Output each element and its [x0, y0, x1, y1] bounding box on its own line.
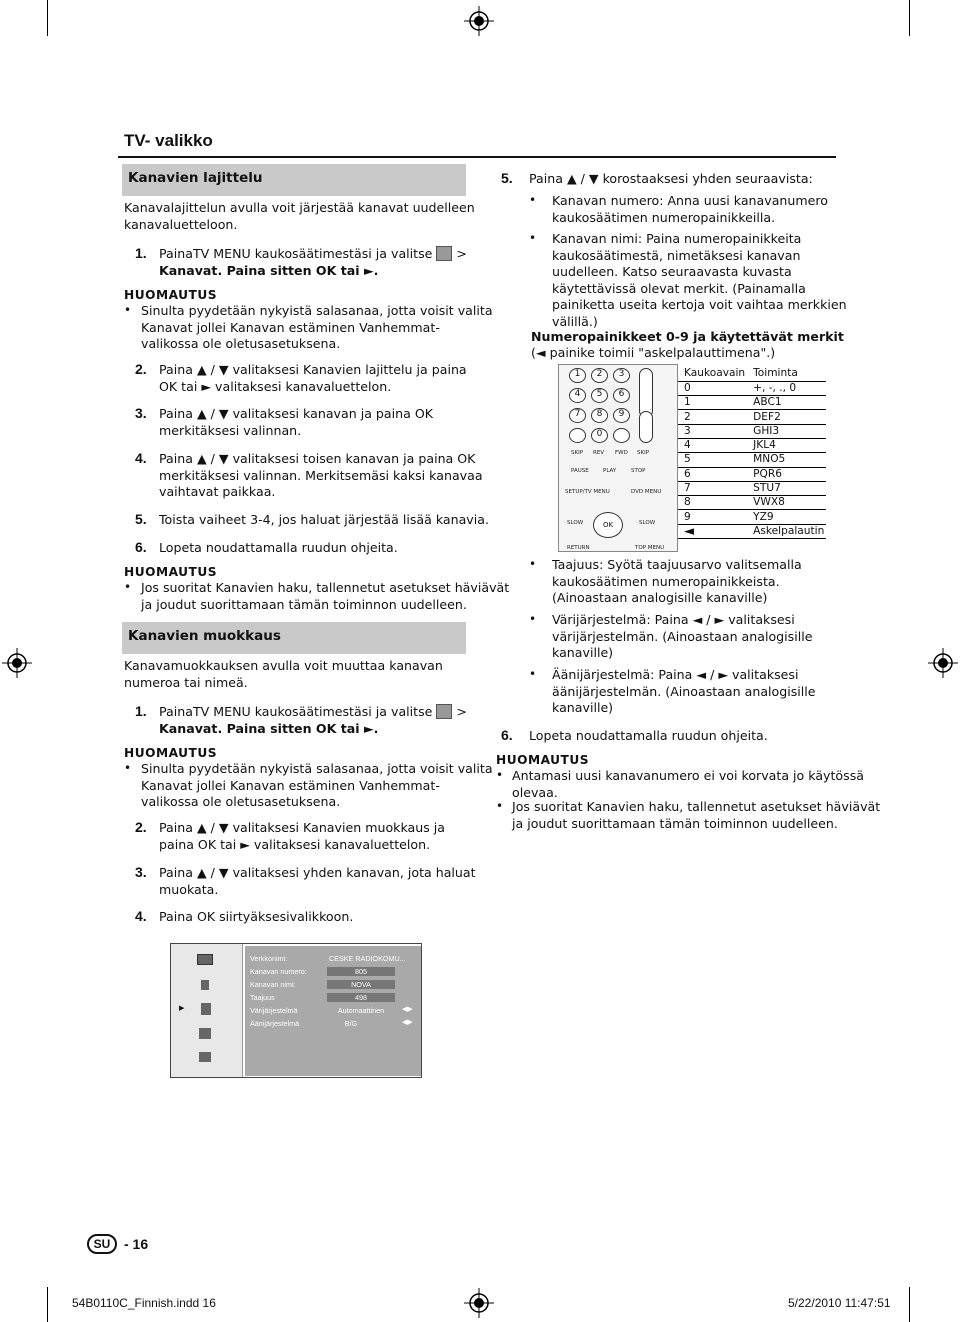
bullet-color-system: Värijärjestelmä: Paina ◄ / ► valitaksesi värijärjestelmän. (Ainoastaan analogisille kanaville) — [552, 612, 813, 660]
sorting-step-5: Toista vaiheet 3-4, jos haluat järjestää lisää kanavia. — [159, 512, 489, 527]
picture-menu-icon — [197, 954, 213, 965]
key-cell: 7 — [678, 481, 747, 495]
function-cell: VWX8 — [747, 496, 826, 510]
osd-value-sound[interactable]: B/G — [344, 1019, 358, 1028]
note-label: HUOMAUTUS — [124, 288, 218, 302]
function-cell: YZ9 — [747, 510, 826, 524]
channel-icon — [436, 704, 452, 719]
function-cell: STU7 — [747, 481, 826, 495]
key-cell: ◄ — [678, 524, 747, 538]
remote-ok-button: OK — [593, 512, 623, 538]
sorting-intro: Kanavalajittelun avulla voit järjestää kanavat uudelleen kanavaluetteloon. — [124, 200, 475, 232]
section-header-sorting: Kanavien lajittelu — [122, 164, 466, 196]
table-row — [678, 381, 826, 395]
remote-label: PLAY — [603, 468, 617, 474]
bullet-frequency: Taajuus: Syötä taajuusarvo valitsemalla kaukosäätimen numeropainikkeista. (Ainoastaan analogisille kanaville) — [552, 557, 802, 605]
key-character-table — [678, 367, 826, 539]
osd-value-number[interactable]: 805 — [327, 967, 395, 976]
left-right-arrows-icon: ◀▶ — [402, 1006, 413, 1013]
remote-control-illustration — [558, 364, 678, 552]
function-cell: Askelpalautin — [747, 524, 826, 538]
osd-label-sound: Äänijärjestelmä — [250, 1019, 300, 1028]
table-header-row — [678, 367, 826, 381]
footer-file: 54B0110C_Finnish.indd 16 — [72, 1296, 216, 1310]
editing-intro: Kanavamuokkauksen avulla voit muuttaa kanavan numeroa tai nimeä. — [124, 658, 443, 690]
backspace-note: (◄ painike toimii "askelpalauttimena".) — [531, 345, 776, 360]
table-row — [678, 396, 826, 410]
left-right-arrows-icon: ◀▶ — [402, 1019, 413, 1026]
table-row — [678, 467, 826, 481]
key-cell: 1 — [678, 396, 747, 410]
remote-label: SLOW — [639, 520, 656, 526]
note-label: HUOMAUTUS — [496, 753, 590, 767]
key-cell: 0 — [678, 381, 747, 395]
osd-label-frequency: Taajuus — [250, 993, 275, 1002]
remote-label: STOP — [631, 468, 646, 474]
remote-label: SKIP — [637, 450, 650, 456]
table-row — [678, 481, 826, 495]
language-badge: SU — [87, 1234, 117, 1254]
registration-mark-icon — [928, 648, 958, 678]
key-cell: 4 — [678, 438, 747, 452]
registration-mark-icon — [2, 648, 32, 678]
table-row — [678, 524, 826, 538]
crop-mark — [47, 0, 48, 36]
remote-label: TOP MENU — [635, 545, 665, 551]
remote-key-7: 7 — [569, 408, 586, 423]
sorting-note-1: Sinulta pyydetään nykyistä salasanaa, jotta voisit valita Kanavat jollei Kanavan estäminen Vanhemmat- valikossa ole oletusasetuksena. — [141, 303, 493, 351]
function-cell: DEF2 — [747, 410, 826, 424]
page-number: - 16 — [124, 1236, 149, 1252]
setup-menu-icon — [199, 1052, 211, 1062]
remote-key-4: 4 — [569, 388, 586, 403]
channel-edit-osd — [170, 943, 422, 1078]
function-cell: MNO5 — [747, 453, 826, 467]
osd-label-color: Värijärjestelmä — [250, 1006, 298, 1015]
sorting-step-6: Lopeta noudattamalla ruudun ohjeita. — [159, 540, 398, 555]
function-cell: JKL4 — [747, 438, 826, 452]
table-row — [678, 438, 826, 452]
table-row — [678, 424, 826, 438]
remote-label: REV — [593, 450, 605, 456]
osd-label-number: Kanavan numero: — [250, 967, 307, 976]
sorting-step-3: Paina ▲ / ▼ valitaksesi kanavan ja paina OK merkitäksesi valinnan. — [159, 406, 434, 438]
table-header-cell: Kaukoavain — [678, 367, 747, 381]
table-header-cell: Toiminta — [747, 367, 826, 381]
title-rule — [118, 156, 836, 158]
remote-label: DVD MENU — [631, 489, 662, 495]
channel-menu-icon — [201, 1003, 211, 1015]
selection-arrow-icon: ▶ — [179, 1004, 185, 1012]
sorting-step-2: Paina ▲ / ▼ valitaksesi Kanavien lajittelu ja paina OK tai ► valitaksesi kanavaluettelon. — [159, 362, 467, 394]
editing-note-1: Sinulta pyydetään nykyistä salasanaa, jotta voisit valita Kanavat jollei Kanavan estäminen Vanhemmat- valikossa ole oletusasetuksena. — [141, 761, 493, 809]
crop-mark — [47, 1287, 48, 1322]
remote-key-0: 0 — [591, 428, 608, 443]
osd-label-name: Kanavan nimi: — [250, 980, 296, 989]
table-row — [678, 510, 826, 524]
osd-label-network: Verkkonimi: — [250, 954, 288, 963]
remote-key-8: 8 — [591, 408, 608, 423]
remote-label: SKIP — [571, 450, 584, 456]
function-cell: PQR6 — [747, 467, 826, 481]
remote-key-2: 2 — [591, 368, 608, 383]
remote-label: SLOW — [567, 520, 584, 526]
remote-label: PAUSE — [571, 468, 589, 474]
remote-key-5: 5 — [591, 388, 608, 403]
table-row — [678, 410, 826, 424]
remote-key-mute — [569, 428, 586, 443]
registration-mark-icon — [464, 6, 494, 36]
editing-step-2: Paina ▲ / ▼ valitaksesi Kanavien muokkaus ja paina OK tai ► valitaksesi kanavaluettelon. — [159, 820, 445, 852]
key-cell: 9 — [678, 510, 747, 524]
number-keys-heading: Numeropainikkeet 0-9 ja käytettävät merkit — [531, 329, 844, 344]
osd-value-name[interactable]: NOVA — [327, 980, 395, 989]
crop-mark — [909, 1287, 910, 1322]
editing-step-1: PainaTV MENU kaukosäätimestäsi ja valitse > Kanavat. Paina sitten OK tai ►. — [159, 704, 467, 736]
key-cell: 6 — [678, 467, 747, 481]
osd-menu-sidebar — [171, 944, 243, 1077]
bullet-channel-name: Kanavan nimi: Paina numeropainikkeita kaukosäätimestä, nimetäksesi kanavan uudelleen. Katso seuraavasta kuvasta käytettävissä olevat merkit. (Painamalla painiketta useita kertoja voit vaihtaa merkkien välillä.) — [552, 231, 847, 329]
lock-menu-icon — [199, 1028, 211, 1039]
registration-mark-icon — [464, 1288, 494, 1318]
channel-rocker — [639, 411, 653, 443]
bullet-sound-system: Äänijärjestelmä: Paina ◄ / ► valitaksesi äänijärjestelmän. (Ainoastaan analogisille kanaville) — [552, 667, 816, 715]
osd-value-network: CESKE RADIOKOMU... — [329, 954, 406, 963]
sorting-note-2: Jos suoritat Kanavien haku, tallennetut asetukset häviävät ja joudut suorittamaan tämän toiminnon uudelleen. — [141, 580, 510, 612]
remote-label: FWD — [615, 450, 628, 456]
osd-panel — [245, 946, 421, 1076]
note-label: HUOMAUTUS — [124, 746, 218, 760]
sorting-step-1: PainaTV MENU kaukosäätimestäsi ja valitse > Kanavat. Paina sitten OK tai ►. — [159, 246, 467, 278]
remote-label: SETUP/TV MENU — [565, 489, 610, 495]
edit-step-6: Lopeta noudattamalla ruudun ohjeita. — [529, 728, 768, 743]
section-header-editing: Kanavien muokkaus — [122, 622, 466, 654]
remote-key-1: 1 — [569, 368, 586, 383]
key-cell: 3 — [678, 424, 747, 438]
remote-key-3: 3 — [613, 368, 630, 383]
footer-date: 5/22/2010 11:47:51 — [788, 1296, 891, 1310]
editing-step-4: Paina OK siirtyäksesivalikkoon. — [159, 909, 354, 924]
remote-label: RETURN — [567, 545, 590, 551]
remote-key-9: 9 — [613, 408, 630, 423]
edit-note-2: Jos suoritat Kanavien haku, tallennetut asetukset häviävät ja joudut suorittamaan tämän toiminnon uudelleen. — [512, 799, 881, 831]
remote-key-recall — [613, 428, 630, 443]
function-cell: ABC1 — [747, 396, 826, 410]
function-cell: GHI3 — [747, 424, 826, 438]
edit-note-1: Antamasi uusi kanavanumero ei voi korvata jo käytössä olevaa. — [512, 768, 864, 800]
osd-value-color[interactable]: Automaattinen — [337, 1006, 385, 1015]
table-row — [678, 453, 826, 467]
note-label: HUOMAUTUS — [124, 565, 218, 579]
channel-icon — [436, 246, 452, 261]
sound-menu-icon — [201, 980, 209, 990]
crop-mark — [909, 0, 910, 36]
function-cell: +, -, ., 0 — [747, 381, 826, 395]
osd-value-frequency[interactable]: 498 — [327, 993, 395, 1002]
table-row — [678, 496, 826, 510]
editing-step-3: Paina ▲ / ▼ valitaksesi yhden kanavan, jota haluat muokata. — [159, 865, 476, 897]
edit-step-5: Paina ▲ / ▼ korostaaksesi yhden seuraavista: — [529, 171, 813, 186]
key-cell: 5 — [678, 453, 747, 467]
key-cell: 8 — [678, 496, 747, 510]
page-title: TV- valikko — [124, 131, 213, 150]
sorting-step-4: Paina ▲ / ▼ valitaksesi toisen kanavan ja paina OK merkitäksesi valinnan. Merkitsemäsi kaksi kanavaa vaihtavat paikkaa. — [159, 451, 483, 499]
remote-key-6: 6 — [613, 388, 630, 403]
key-cell: 2 — [678, 410, 747, 424]
bullet-channel-number: Kanavan numero: Anna uusi kanavanumero kaukosäätimen numeropainikkeilla. — [552, 193, 829, 225]
